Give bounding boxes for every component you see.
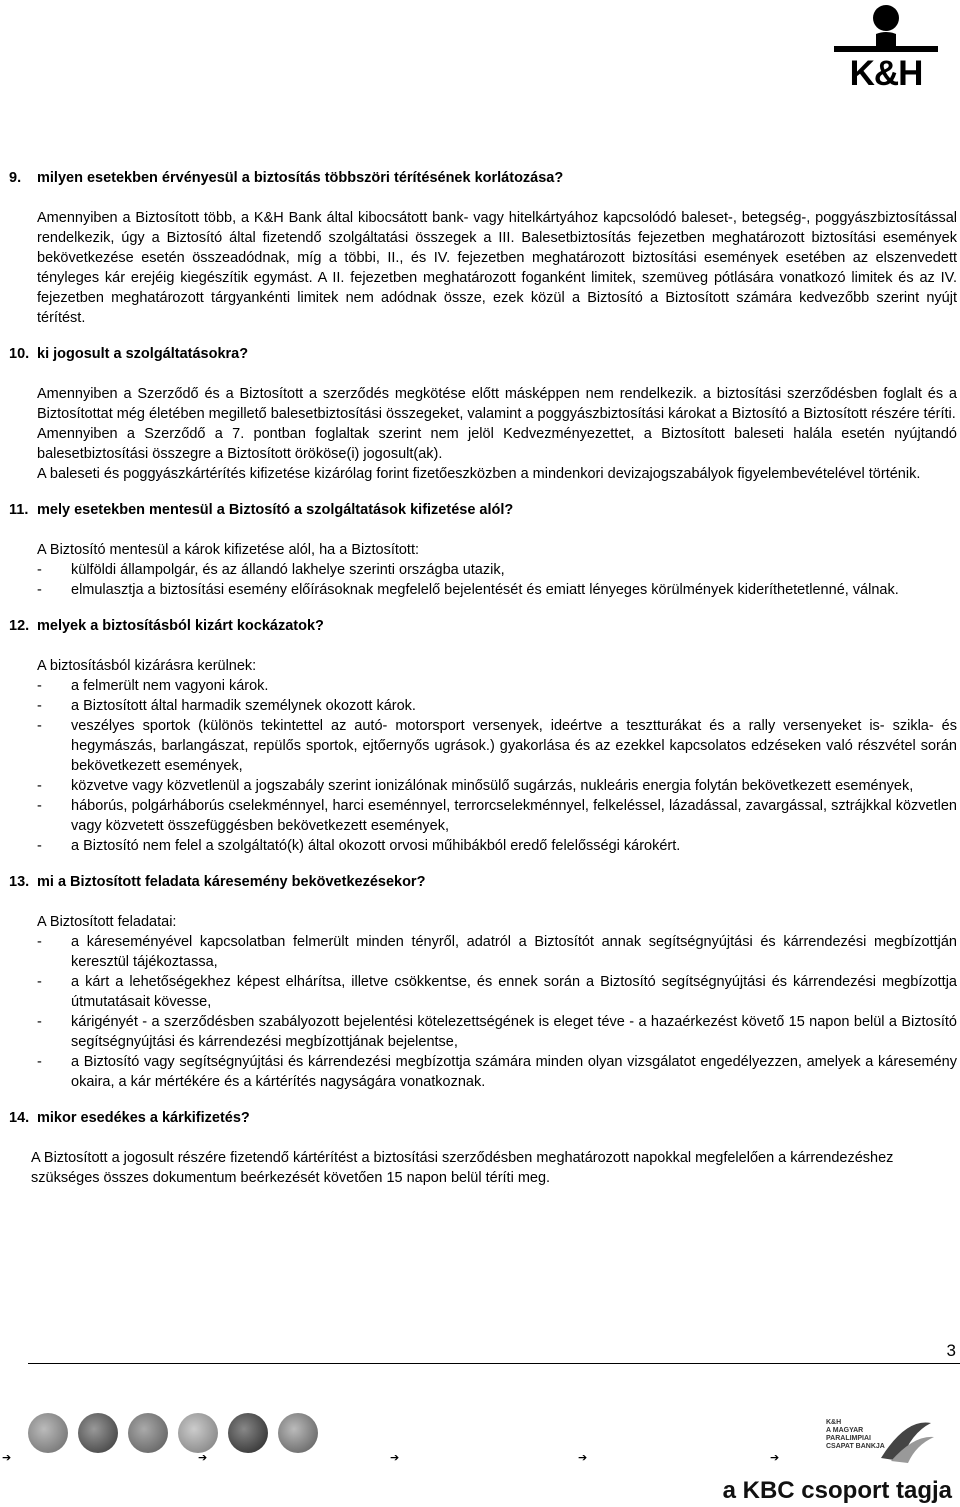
section-heading-13 — [9, 872, 957, 892]
section-title: mely esetekben mentesül a Biztosító a szolgáltatások kifizetése alól? — [37, 502, 514, 518]
kh-logo — [826, 2, 946, 98]
decorative-swooshes — [28, 1413, 318, 1453]
section-number: 11. — [9, 502, 29, 518]
section-number: 14. — [9, 1110, 30, 1126]
list-item: - a káreseményével kapcsolatban felmerült minden tényről, adatról a Biztosítót annak segítségnyújtási és kárrendezési megbízottján keresztül tájékoztassa, — [37, 934, 957, 970]
paragraph: A Biztosított a jogosult részére fizetendő kártérítést a biztosítási szerződésben meghatározott napokkal megfelelően a kárrendezéshez szükséges összes dokumentum beérkezését követően 15 napon belül téríti meg. — [31, 1150, 894, 1186]
paralimpic-swoosh-icon — [876, 1413, 936, 1465]
section-number: 13. — [9, 874, 30, 890]
paragraph: Amennyiben a Szerződő a 7. pontban foglaltak szerint nem jelöl Kedvezményezettet, a Biztosított baleseti halála esetén nyújtandó balesetbiztosítási összegre a Biztosított örököse(i) jogosult(ak). — [37, 426, 957, 462]
arrow-right-icon: ➔ — [198, 1452, 208, 1464]
document-body — [9, 168, 957, 1188]
section-heading-12 — [9, 616, 957, 636]
list-intro: A Biztosított feladatai: — [37, 914, 177, 930]
list-item: - a kárt a lehetőségekhez képest elhárítsa, illetve csökkentse, és ennek során a Biztosító segítségnyújtási és kárrendezési megbízottja útmutatásait kövesse, — [37, 974, 957, 1010]
list-item: - a Biztosított által harmadik személynek okozott károk. — [37, 698, 416, 714]
footer — [0, 1395, 960, 1507]
arrow-right-icon: ➔ — [578, 1452, 588, 1464]
section-title: ki jogosult a szolgáltatásokra? — [37, 346, 249, 362]
section-number: 12. — [9, 618, 30, 634]
list-intro: A biztosításból kizárásra kerülnek: — [37, 658, 257, 674]
paragraph: A baleseti és poggyászkártérítés kifizetése kizárólag forint fizetőeszközben a mindenkori devizajogszabályok figyelembevételével történik. — [37, 466, 921, 482]
section-heading-11 — [9, 500, 957, 520]
page-number: 3 — [946, 1341, 956, 1360]
arrow-right-icon: ➔ — [770, 1452, 780, 1464]
section-title: melyek a biztosításból kizárt kockázatok? — [37, 618, 324, 634]
footer-divider — [28, 1363, 960, 1364]
duties-list — [37, 932, 957, 1092]
section-heading-14 — [9, 1108, 957, 1128]
list-intro: A Biztosító mentesül a károk kifizetése alól, ha a Biztosított: — [37, 542, 420, 558]
exemption-list — [37, 560, 957, 600]
swoosh-icon — [78, 1413, 118, 1453]
list-item: - elmulasztja a biztosítási esemény előírásoknak megfelelő bejelentését és emiatt lényeges körülmények kideríthetetlenné, válnak. — [37, 582, 899, 598]
section-title: mikor esedékes a kárkifizetés? — [37, 1110, 250, 1126]
section-number: 9. — [9, 170, 22, 186]
section-title: milyen esetekben érvényesül a biztosítás többszöri térítésének korlátozása? — [37, 170, 564, 186]
arrow-right-icon: ➔ — [390, 1452, 400, 1464]
list-item: - a Biztosító nem felel a szolgáltató(k) által okozott orvosi műhibákból eredő felelősségi károkért. — [37, 838, 681, 854]
exclusion-list — [37, 676, 957, 856]
list-item: - közvetve vagy közvetlenül a jogszabály szerint ionizálónak minősülő sugárzás, nukleáris energia folytán bekövetkezett események, — [37, 778, 914, 794]
swoosh-icon — [278, 1413, 318, 1453]
list-item: - kárigényét - a szerződésben szabályozott bejelentési kötelezettségének is eleget téve - a hazaérkezést követő 15 napon belül a Biztosító segítségnyújtási és kárrendezési megbízottjának bejelentse, — [37, 1014, 957, 1050]
swoosh-icon — [28, 1413, 68, 1453]
swoosh-icon — [128, 1413, 168, 1453]
list-item: - külföldi állampolgár, és az állandó lakhelye szerinti országba utazik, — [37, 562, 505, 578]
section-title: mi a Biztosított feladata káresemény bekövetkezésekor? — [37, 874, 426, 890]
list-item: - háborús, polgárháborús cselekménnyel, harci eseménnyel, terrorcselekménnyel, felkeléssel, lázadással, zavargással, sztrájkkal közvetlen vagy közvetett összefüggésben bekövetkezett események, — [37, 798, 957, 834]
section-number: 10. — [9, 346, 30, 362]
kh-logo-text: K&H — [849, 54, 923, 93]
list-item: - a felmerült nem vagyoni károk. — [37, 678, 269, 694]
swoosh-icon — [178, 1413, 218, 1453]
paragraph: Amennyiben a Biztosított több, a K&H Bank által kibocsátott bank- vagy hitelkártyához kapcsolódó baleset-, betegség-, poggyászbiztosítással rendelkezik, úgy a Biztosító által fizetendő szolgáltatási összegek a III. Balesetbiztosítás fejezetben meghatározott biztosítási események bekövetkezése esetén összeadódnak, míg a többi, II., és IV. fejezetben meghatározott biztosítási események esetében az elszenvedett tényleges kár erejéig kiegészítik egymást. A II. fejezetben meghatározott foganként limitek, szemüveg pótlására vonatkozó limitek és az IV. fejezetben meghatározott tárgyankénti limitek nem adódnak össze, ezek közül a Biztosító a Biztosított számára kedvezőbb szerint nyújt térítést. — [37, 210, 957, 326]
section-heading-10 — [9, 344, 957, 364]
list-item: - a Biztosító vagy segítségnyújtási és kárrendezési megbízottja számára minden olyan vizsgálatot engedélyezzen, amelyek a káresemény okaira, a kár mértékére és a kártérítés nagyságára vonatkoznak. — [37, 1054, 957, 1090]
paralimpic-badge: K&H A MAGYAR PARALIMPIAI CSAPAT BANKJA — [826, 1419, 885, 1450]
paragraph: Amennyiben a Szerződő és a Biztosított a szerződés megkötése előtt másképpen nem rendelkezik. a biztosítási szerződésben foglalt és a Biztosítottat még életében megillető balesetbiztosítási összegeket, valamint a poggyászbiztosítási károkat a Biztosító a Biztosított részére téríti. — [37, 386, 957, 422]
swoosh-icon — [228, 1413, 268, 1453]
kh-logo-mark-icon — [826, 2, 946, 58]
list-item: - veszélyes sportok (különös tekintettel az autó- motorsport versenyek, ideértve a tesztturákat és a rally versenyeket is- szikla- és hegymászás, barlangászat, repülős sportok, ejtőernyős ugrások.) gyakorlása és az ezekkel kapcsolatos edzéseken való részvétel során bekövetkezett események, — [37, 718, 957, 774]
kbc-tagline: a KBC csoport tagja — [722, 1477, 952, 1504]
arrow-right-icon: ➔ — [2, 1452, 12, 1464]
section-heading-9 — [9, 168, 957, 188]
